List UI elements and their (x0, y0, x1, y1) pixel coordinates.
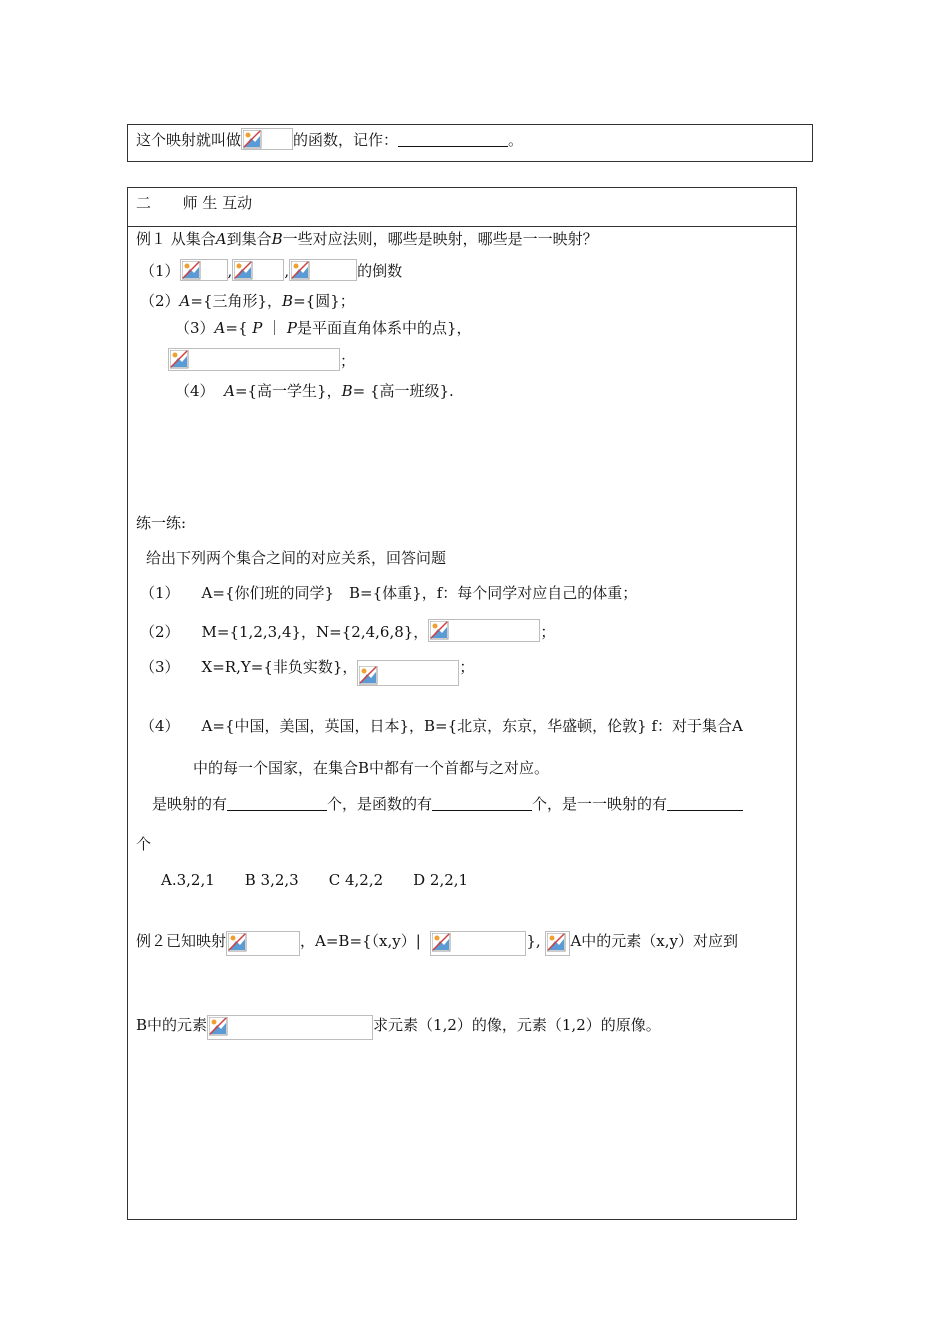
practice-answer: 是映射的有 个，是函数的有 个，是一一映射的有 (152, 794, 743, 814)
practice-instruction: 给出下列两个集合之间的对应关系，回答问题 (146, 549, 447, 567)
answer-blank (432, 794, 532, 811)
formula-image (357, 660, 459, 686)
formula-image (226, 931, 300, 956)
section-divider (127, 226, 797, 227)
formula-image (430, 931, 526, 956)
practice-q2: （2） M={1,2,3,4}，N={2,4,6,8}， ； (140, 619, 555, 642)
formula-image (180, 259, 228, 281)
practice-q1: （1） A={你们班的同学} B={体重}，f：每个同学对应自己的体重； (140, 584, 638, 602)
main-box (127, 187, 797, 1220)
practice-answer-tail: 个 (136, 835, 152, 853)
formula-image (241, 128, 293, 150)
formula-image (207, 1015, 373, 1040)
practice-q3: （3） X=R,Y={非负实数}， ； (140, 657, 474, 686)
practice-heading: 练一练: (136, 514, 187, 532)
example1-intro: 例１ 从集合A到集合B一些对应法则，哪些是映射，哪些是一一映射？ (136, 230, 598, 248)
answer-blank (398, 130, 508, 147)
example1-item3: （3）A={ P ｜ P是平面直角体系中的点}， (175, 319, 472, 337)
formula-image (545, 931, 570, 956)
formula-image (289, 259, 357, 281)
answer-blank (227, 794, 327, 811)
definition-box (127, 124, 813, 162)
formula-image (168, 348, 340, 371)
answer-blank (667, 794, 743, 811)
formula-image (428, 619, 540, 642)
formula-image (232, 259, 284, 281)
section-title: 二 师 生 互动 (136, 194, 253, 212)
example1-item3-mapping: ； (168, 348, 355, 371)
example2-line2: B中的元素 求元素（1,2）的像，元素（1,2）的原像。 (136, 1015, 661, 1040)
definition-line: 这个映射就叫做 的函数，记作： 。 (136, 128, 523, 150)
example1-item4: （4） A={高一学生}，B= {高一班级}. (175, 382, 454, 400)
practice-q4-line2: 中的每一个国家，在集合B中都有一个首都与之对应。 (193, 759, 550, 777)
practice-q4-line1: （4） A={中国，美国，英国，日本}，B={北京，东京，华盛顿，伦敦} f：对于集合A (140, 717, 743, 735)
example1-item2: （2）A={三角形}，B={圆}； (140, 292, 355, 310)
example2-line1: 例２已知映射 ，A=B={（x,y）| }, A中的元素（x,y）对应到 (136, 931, 738, 956)
practice-options: A.3,2,1 B 3,2,3 C 4,2,2 D 2,2,1 (161, 871, 469, 889)
example1-item1: （1） , , 的倒数 (140, 259, 402, 281)
